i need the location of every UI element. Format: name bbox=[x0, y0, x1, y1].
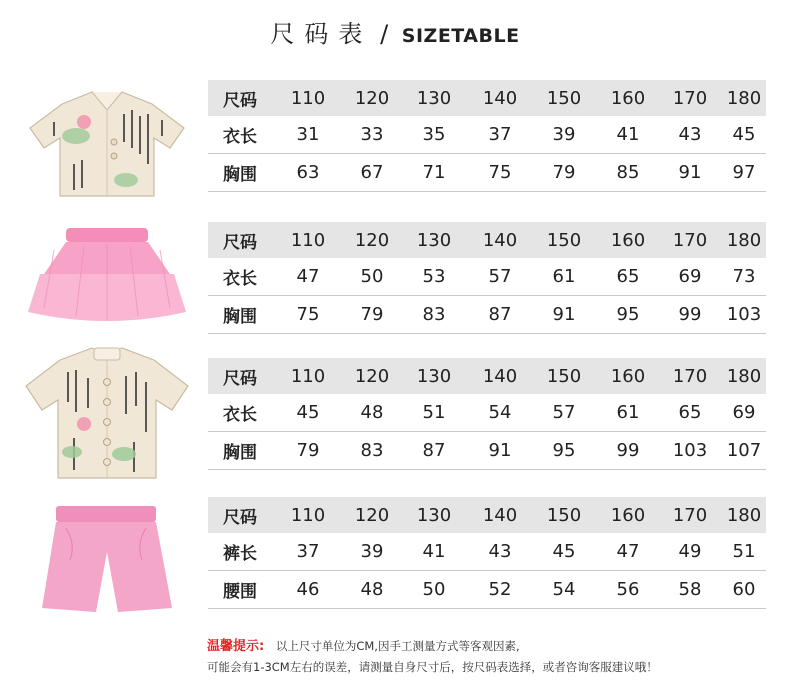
size-value: 120 bbox=[354, 229, 390, 251]
size-value: 120 bbox=[354, 504, 390, 526]
measure-value: 52 bbox=[488, 579, 512, 600]
measure-value: 45 bbox=[296, 402, 320, 423]
size-value: 110 bbox=[290, 229, 326, 251]
measure-value: 41 bbox=[616, 124, 640, 145]
size-value: 180 bbox=[726, 87, 762, 109]
measure-value: 69 bbox=[732, 402, 756, 423]
measure-label: 胸围 bbox=[223, 443, 257, 463]
measure-value: 50 bbox=[422, 579, 446, 600]
measure-label: 衣长 bbox=[223, 269, 257, 289]
size-value: 180 bbox=[726, 365, 762, 387]
measure-value: 50 bbox=[360, 266, 384, 287]
title-separator: / bbox=[380, 20, 389, 48]
measure-value: 58 bbox=[678, 579, 702, 600]
table-row bbox=[208, 258, 766, 296]
pink-shorts-image bbox=[14, 500, 200, 620]
measure-value: 87 bbox=[488, 304, 512, 325]
measure-value: 41 bbox=[422, 541, 446, 562]
size-value: 140 bbox=[482, 365, 518, 387]
measure-value: 69 bbox=[678, 266, 702, 287]
measure-value: 99 bbox=[616, 440, 640, 461]
measure-label: 裤长 bbox=[223, 544, 257, 564]
measure-label: 腰围 bbox=[223, 582, 257, 602]
measure-value: 95 bbox=[616, 304, 640, 325]
measure-value: 45 bbox=[732, 124, 756, 145]
size-table-3 bbox=[208, 358, 766, 470]
size-label: 尺码 bbox=[223, 368, 257, 389]
measure-value: 57 bbox=[488, 266, 512, 287]
size-table-2 bbox=[208, 222, 766, 334]
size-value: 170 bbox=[672, 87, 708, 109]
measure-value: 37 bbox=[296, 541, 320, 562]
measure-value: 61 bbox=[616, 402, 640, 423]
size-value: 150 bbox=[546, 365, 582, 387]
measure-value: 63 bbox=[296, 162, 320, 183]
measure-value: 51 bbox=[732, 541, 756, 562]
measure-value: 56 bbox=[616, 579, 640, 600]
measure-value: 49 bbox=[678, 541, 702, 562]
measure-value: 57 bbox=[552, 402, 576, 423]
table-row bbox=[208, 571, 766, 609]
measure-value: 47 bbox=[296, 266, 320, 287]
size-value: 110 bbox=[290, 365, 326, 387]
size-value: 130 bbox=[416, 365, 452, 387]
size-value: 170 bbox=[672, 229, 708, 251]
measure-value: 91 bbox=[552, 304, 576, 325]
size-value: 150 bbox=[546, 87, 582, 109]
size-value: 160 bbox=[610, 229, 646, 251]
measure-label: 胸围 bbox=[223, 307, 257, 327]
measure-value: 43 bbox=[678, 124, 702, 145]
measure-value: 53 bbox=[422, 266, 446, 287]
size-value: 130 bbox=[416, 87, 452, 109]
size-label: 尺码 bbox=[223, 232, 257, 253]
measure-value: 97 bbox=[732, 162, 756, 183]
measure-value: 51 bbox=[422, 402, 446, 423]
table-row bbox=[208, 296, 766, 334]
size-value: 120 bbox=[354, 87, 390, 109]
measure-value: 83 bbox=[422, 304, 446, 325]
measure-value: 67 bbox=[360, 162, 384, 183]
page-title bbox=[0, 14, 790, 49]
measure-value: 65 bbox=[616, 266, 640, 287]
measure-value: 33 bbox=[360, 124, 384, 145]
measure-value: 71 bbox=[422, 162, 446, 183]
size-value: 160 bbox=[610, 365, 646, 387]
size-label: 尺码 bbox=[223, 507, 257, 528]
measure-value: 79 bbox=[360, 304, 384, 325]
measure-value: 85 bbox=[616, 162, 640, 183]
measure-value: 54 bbox=[552, 579, 576, 600]
title-en: SIZETABLE bbox=[401, 25, 520, 47]
measure-label: 胸围 bbox=[223, 165, 257, 185]
measure-value: 87 bbox=[422, 440, 446, 461]
measure-value: 79 bbox=[552, 162, 576, 183]
measure-value: 43 bbox=[488, 541, 512, 562]
size-value: 140 bbox=[482, 87, 518, 109]
note-line-1: 以上尺寸单位为CM,因手工测量方式等客观因素, bbox=[275, 639, 520, 653]
measure-value: 65 bbox=[678, 402, 702, 423]
size-value: 120 bbox=[354, 365, 390, 387]
measure-value: 60 bbox=[732, 579, 756, 600]
measure-value: 75 bbox=[296, 304, 320, 325]
note-line-2: 可能会有1-3CM左右的误差，请测量自身尺寸后，按尺码表选择，或者咨询客服建议哦！ bbox=[207, 660, 658, 674]
measure-value: 39 bbox=[552, 124, 576, 145]
size-value: 180 bbox=[726, 229, 762, 251]
size-value: 150 bbox=[546, 229, 582, 251]
size-value: 130 bbox=[416, 229, 452, 251]
measure-label: 衣长 bbox=[223, 405, 257, 425]
shirt-wrap-image bbox=[14, 84, 200, 204]
size-value: 160 bbox=[610, 87, 646, 109]
table-row bbox=[208, 533, 766, 571]
size-value: 110 bbox=[290, 87, 326, 109]
measure-value: 48 bbox=[360, 402, 384, 423]
size-label: 尺码 bbox=[223, 90, 257, 111]
size-value: 180 bbox=[726, 504, 762, 526]
measure-value: 37 bbox=[488, 124, 512, 145]
table-row bbox=[208, 432, 766, 470]
measure-value: 47 bbox=[616, 541, 640, 562]
measure-value: 103 bbox=[726, 304, 762, 325]
measure-value: 75 bbox=[488, 162, 512, 183]
size-table-4 bbox=[208, 497, 766, 609]
table-header-row bbox=[208, 358, 766, 394]
table-row bbox=[208, 154, 766, 192]
measure-value: 95 bbox=[552, 440, 576, 461]
measure-value: 107 bbox=[726, 440, 762, 461]
size-note bbox=[207, 636, 777, 677]
measure-value: 31 bbox=[296, 124, 320, 145]
measure-value: 45 bbox=[552, 541, 576, 562]
measure-value: 79 bbox=[296, 440, 320, 461]
tutu-skirt-image bbox=[14, 220, 200, 340]
size-value: 170 bbox=[672, 504, 708, 526]
measure-value: 91 bbox=[488, 440, 512, 461]
size-value: 140 bbox=[482, 229, 518, 251]
measure-value: 46 bbox=[296, 579, 320, 600]
measure-value: 39 bbox=[360, 541, 384, 562]
title-cn: 尺码表 bbox=[270, 20, 373, 48]
size-value: 150 bbox=[546, 504, 582, 526]
measure-value: 91 bbox=[678, 162, 702, 183]
measure-value: 103 bbox=[672, 440, 708, 461]
measure-value: 73 bbox=[732, 266, 756, 287]
size-value: 130 bbox=[416, 504, 452, 526]
size-value: 170 bbox=[672, 365, 708, 387]
note-warning: 温馨提示: bbox=[207, 639, 265, 654]
shirt-buttoned-image bbox=[14, 342, 200, 462]
size-value: 160 bbox=[610, 504, 646, 526]
measure-value: 99 bbox=[678, 304, 702, 325]
table-header-row bbox=[208, 222, 766, 258]
measure-label: 衣长 bbox=[223, 127, 257, 147]
size-value: 140 bbox=[482, 504, 518, 526]
measure-value: 48 bbox=[360, 579, 384, 600]
measure-value: 35 bbox=[422, 124, 446, 145]
table-header-row bbox=[208, 80, 766, 116]
measure-value: 61 bbox=[552, 266, 576, 287]
size-table-1 bbox=[208, 80, 766, 192]
table-row bbox=[208, 116, 766, 154]
table-header-row bbox=[208, 497, 766, 533]
measure-value: 54 bbox=[488, 402, 512, 423]
size-value: 110 bbox=[290, 504, 326, 526]
measure-value: 83 bbox=[360, 440, 384, 461]
table-row bbox=[208, 394, 766, 432]
